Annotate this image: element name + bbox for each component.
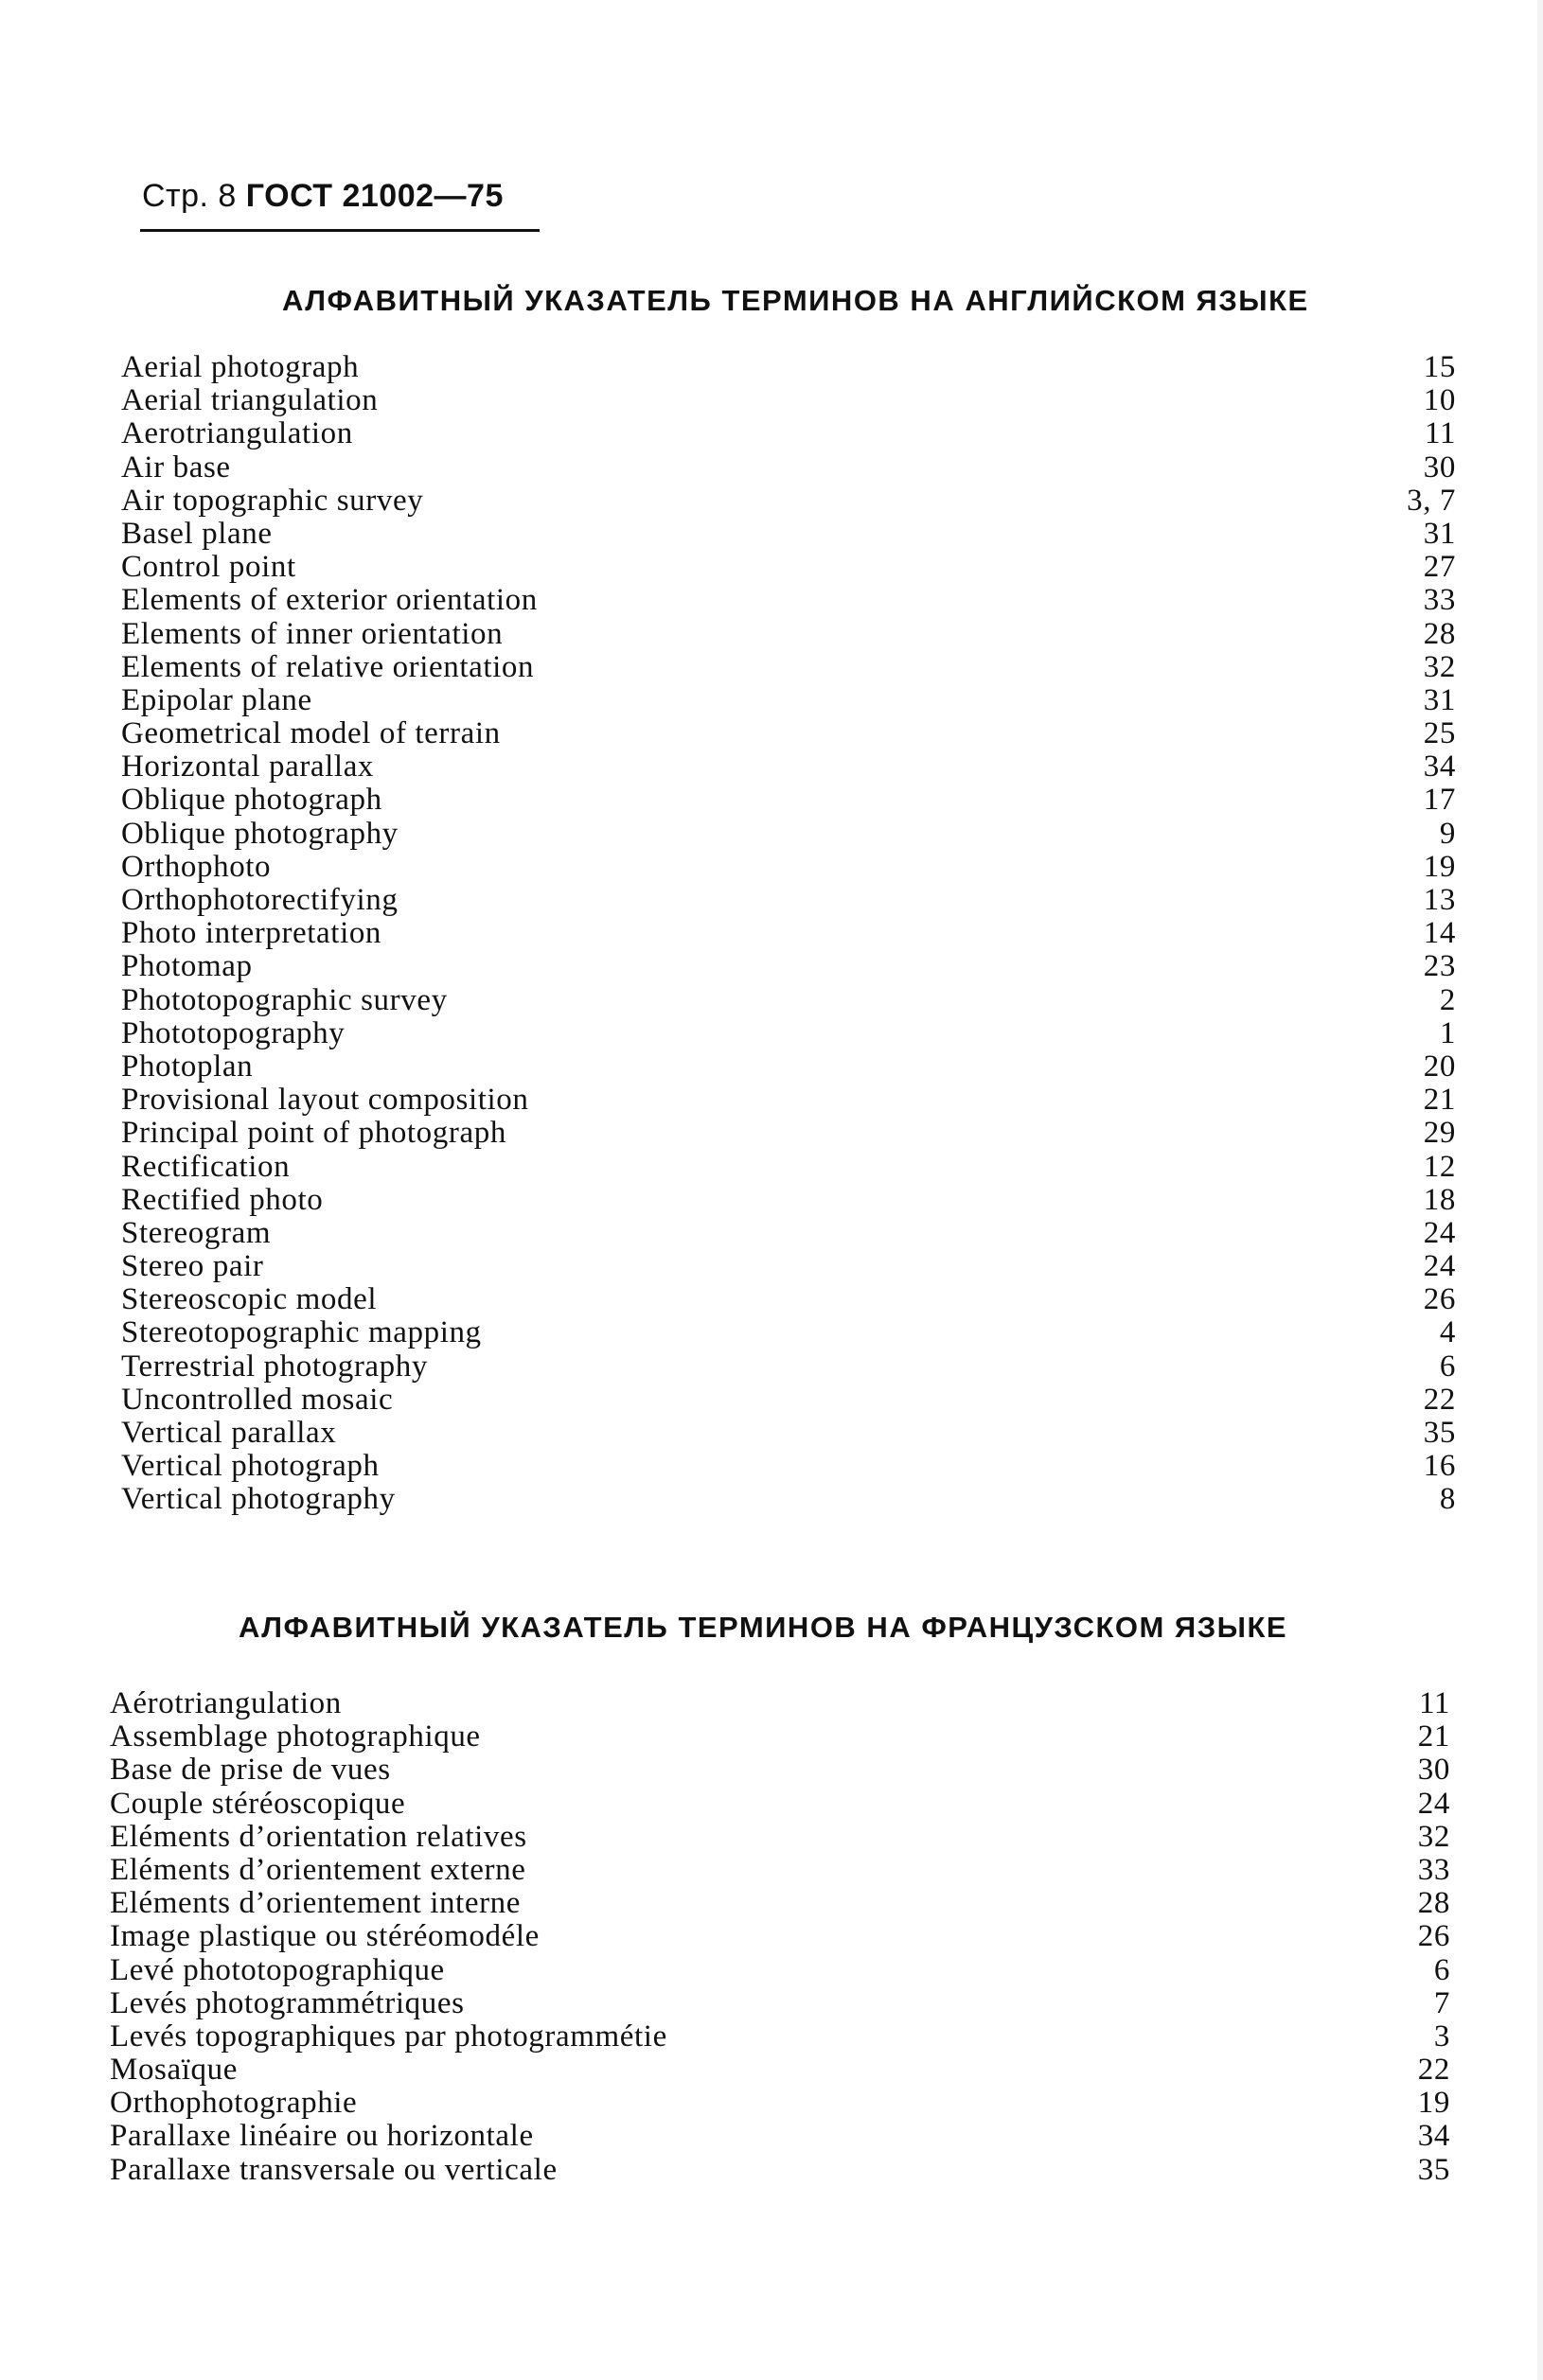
index-entry	[121, 1017, 1456, 1050]
term-number: 26	[1417, 1919, 1450, 1954]
standard-designation: ГОСТ 21002—75	[245, 178, 504, 214]
term-number: 35	[1423, 1416, 1456, 1450]
index-entry	[110, 2087, 1450, 2120]
term-label: Uncontrolled mosaic	[121, 1382, 394, 1417]
term-number: 33	[1423, 583, 1456, 618]
index-entry	[121, 485, 1456, 518]
index-entry	[110, 1987, 1450, 2020]
term-number: 7	[1433, 1985, 1450, 2020]
term-number: 11	[1425, 416, 1456, 451]
index-entry	[121, 1350, 1456, 1384]
term-number: 8	[1439, 1482, 1456, 1517]
term-number: 13	[1423, 883, 1456, 917]
term-label: Air base	[121, 450, 231, 485]
term-label: Aérotriangulation	[110, 1686, 342, 1720]
term-number: 35	[1417, 2152, 1450, 2187]
term-number: 32	[1417, 1819, 1450, 1854]
term-label: Aerotriangulation	[121, 416, 353, 451]
index-entry	[121, 851, 1456, 884]
term-label: Mosaïque	[110, 2053, 238, 2088]
term-label: Image plastique ou stéréomodéle	[110, 1919, 540, 1954]
index-entry	[121, 1217, 1456, 1250]
term-label: Stereogram	[121, 1215, 272, 1250]
term-number: 2	[1439, 982, 1456, 1017]
term-number: 23	[1423, 949, 1456, 984]
index-entry	[121, 784, 1456, 817]
term-number: 34	[1417, 2119, 1450, 2154]
term-label: Aerial photograph	[121, 350, 360, 384]
index-entry	[110, 1687, 1450, 1720]
term-number: 28	[1417, 1886, 1450, 1921]
index-entry	[110, 2120, 1450, 2153]
term-label: Orthophoto	[121, 849, 272, 884]
index-entry	[121, 917, 1456, 950]
index-entry	[121, 1151, 1456, 1184]
term-number: 25	[1423, 716, 1456, 751]
term-label: Phototopography	[121, 1015, 346, 1050]
index-entry	[110, 2054, 1450, 2087]
index-entry	[121, 818, 1456, 851]
term-number: 21	[1423, 1083, 1456, 1118]
term-number: 28	[1423, 616, 1456, 651]
term-label: Phototopographic survey	[121, 982, 448, 1017]
term-number: 3	[1433, 2019, 1450, 2054]
term-number: 31	[1423, 516, 1456, 551]
index-entry	[121, 1384, 1456, 1417]
term-label: Assemblage photographique	[110, 1719, 481, 1754]
term-label: Eléments d’orientation relatives	[110, 1819, 527, 1854]
term-label: Horizontal parallax	[121, 749, 375, 785]
term-label: Parallaxe transversale ou verticale	[110, 2152, 558, 2187]
index-entry	[121, 984, 1456, 1017]
header-rule	[140, 229, 540, 232]
index-entry	[121, 1283, 1456, 1316]
term-number: 30	[1423, 450, 1456, 485]
term-label: Orthophotorectifying	[121, 883, 399, 917]
term-number: 18	[1423, 1182, 1456, 1217]
english-term-index	[121, 351, 1456, 1517]
term-label: Base de prise de vues	[110, 1753, 391, 1788]
term-label: Levés topographiques par photogrammétie	[110, 2019, 667, 2054]
term-label: Control point	[121, 550, 296, 585]
term-label: Stereotopographic mapping	[121, 1315, 482, 1350]
term-label: Terrestrial photography	[121, 1349, 428, 1384]
index-entry	[110, 1754, 1450, 1787]
term-number: 9	[1439, 816, 1456, 851]
term-label: Photomap	[121, 949, 253, 984]
index-entry	[121, 1184, 1456, 1217]
term-label: Elements of inner orientation	[121, 616, 504, 651]
term-label: Levé phototopographique	[110, 1952, 445, 1987]
term-number: 17	[1423, 783, 1456, 818]
index-entry	[121, 1084, 1456, 1117]
term-number: 32	[1423, 649, 1456, 684]
term-number: 19	[1423, 849, 1456, 884]
index-entry	[121, 884, 1456, 917]
index-entry	[121, 518, 1456, 551]
term-number: 14	[1423, 916, 1456, 951]
index-entry	[110, 2020, 1450, 2054]
term-label: Elements of relative orientation	[121, 649, 535, 684]
index-entry	[121, 417, 1456, 450]
term-label: Vertical photography	[121, 1482, 396, 1517]
term-label: Rectification	[121, 1149, 291, 1184]
index-entry	[121, 551, 1456, 584]
term-number: 1	[1439, 1015, 1456, 1050]
index-entry	[121, 651, 1456, 684]
term-label: Photoplan	[121, 1049, 254, 1084]
index-entry	[121, 451, 1456, 485]
index-entry	[121, 1117, 1456, 1150]
index-entry	[121, 684, 1456, 717]
term-label: Elements of exterior orientation	[121, 583, 538, 618]
term-number: 19	[1417, 2086, 1450, 2121]
term-number: 33	[1417, 1852, 1450, 1887]
index-entry	[110, 1854, 1450, 1887]
index-entry	[121, 950, 1456, 983]
term-number: 6	[1433, 1952, 1450, 1987]
term-label: Stereo pair	[121, 1249, 264, 1284]
english-index-heading: АЛФАВИТНЫЙ УКАЗАТЕЛЬ ТЕРМИНОВ НА АНГЛИЙСКОМ ЯЗЫКЕ	[282, 284, 1309, 317]
index-entry	[121, 1316, 1456, 1349]
term-number: 22	[1423, 1382, 1456, 1417]
term-label: Provisional layout composition	[121, 1083, 529, 1118]
index-entry	[121, 584, 1456, 617]
term-number: 12	[1423, 1149, 1456, 1184]
term-number: 24	[1423, 1249, 1456, 1284]
term-number: 30	[1417, 1753, 1450, 1788]
term-number: 4	[1439, 1315, 1456, 1350]
term-label: Geometrical model of terrain	[121, 716, 501, 751]
term-label: Levés photogrammétriques	[110, 1985, 465, 2020]
index-entry	[121, 351, 1456, 384]
index-entry	[110, 2154, 1450, 2187]
term-label: Air topographic survey	[121, 483, 424, 518]
term-label: Oblique photography	[121, 816, 399, 851]
term-label: Principal point of photograph	[121, 1116, 506, 1151]
term-number: 3, 7	[1407, 483, 1456, 518]
term-label: Stereoscopic model	[121, 1282, 378, 1317]
term-number: 34	[1423, 749, 1456, 785]
term-label: Orthophotographie	[110, 2086, 358, 2121]
french-index-heading: АЛФАВИТНЫЙ УКАЗАТЕЛЬ ТЕРМИНОВ НА ФРАНЦУЗСКОМ ЯЗЫКЕ	[239, 1611, 1288, 1644]
term-label: Photo interpretation	[121, 916, 382, 951]
term-number: 21	[1417, 1719, 1450, 1754]
index-entry	[121, 1417, 1456, 1450]
index-entry	[110, 1887, 1450, 1920]
term-label: Basel plane	[121, 516, 273, 551]
index-entry	[110, 1920, 1450, 1953]
term-number: 29	[1423, 1116, 1456, 1151]
term-label: Vertical parallax	[121, 1416, 337, 1450]
term-number: 10	[1423, 383, 1456, 418]
index-entry	[110, 1954, 1450, 1987]
term-number: 6	[1439, 1349, 1456, 1384]
term-number: 22	[1417, 2053, 1450, 2088]
term-number: 16	[1423, 1449, 1456, 1484]
index-entry	[110, 1720, 1450, 1754]
term-label: Aerial triangulation	[121, 383, 379, 418]
term-number: 11	[1419, 1686, 1450, 1720]
index-entry	[121, 618, 1456, 651]
term-number: 24	[1417, 1786, 1450, 1821]
term-label: Eléments d’orientement externe	[110, 1852, 526, 1887]
page-number: Стр. 8	[142, 178, 237, 214]
term-number: 20	[1423, 1049, 1456, 1084]
term-label: Parallaxe linéaire ou horizontale	[110, 2119, 534, 2154]
page-edge	[1537, 0, 1543, 2380]
index-entry	[121, 750, 1456, 784]
index-entry	[121, 1050, 1456, 1084]
index-entry	[110, 1788, 1450, 1821]
term-label: Eléments d’orientement interne	[110, 1886, 522, 1921]
page-header	[142, 178, 504, 215]
term-number: 26	[1423, 1282, 1456, 1317]
index-entry	[121, 1483, 1456, 1516]
index-entry	[121, 1250, 1456, 1283]
index-entry	[121, 384, 1456, 417]
term-label: Rectified photo	[121, 1182, 324, 1217]
term-number: 24	[1423, 1215, 1456, 1250]
french-term-index	[110, 1687, 1450, 2187]
index-entry	[121, 1450, 1456, 1483]
term-number: 15	[1423, 350, 1456, 384]
term-number: 31	[1423, 682, 1456, 717]
term-number: 27	[1423, 550, 1456, 585]
index-entry	[121, 717, 1456, 750]
term-label: Vertical photograph	[121, 1449, 380, 1484]
term-label: Couple stéréoscopique	[110, 1786, 406, 1821]
term-label: Epipolar plane	[121, 682, 312, 717]
term-label: Oblique photograph	[121, 783, 382, 818]
index-entry	[110, 1821, 1450, 1854]
